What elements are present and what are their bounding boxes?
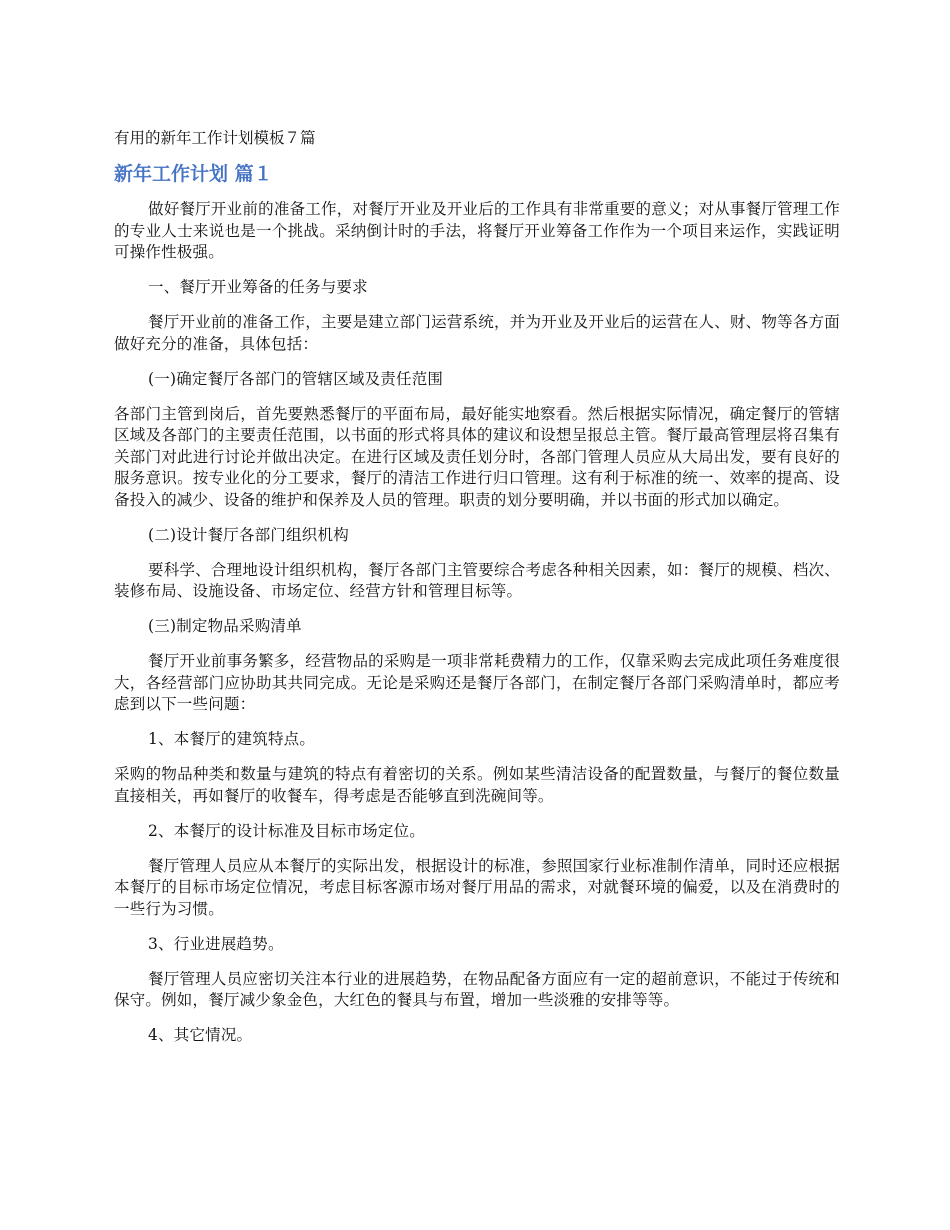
subheading-purchase-list: (三)制定物品采购清单 xyxy=(148,617,302,635)
subheading-area-responsibility: (一)确定餐厅各部门的管辖区域及责任范围 xyxy=(148,369,444,388)
paragraph-organization: 要科学、合理地设计组织机构，餐厅各部门主管要综合考虑各种相关因素，如：餐厅的规模、档次、装修布局、设施设备、市场定位、经营方针和管理目标等。 xyxy=(114,560,840,600)
paragraph-purchase-list: 餐厅开业前事务繁多，经营物品的采购是一项非常耗费精力的工作，仅靠采购去完成此项任务难度很大，各经营部门应协助其共同完成。无论是采购还是餐厅各部门，在制定餐厅各部门采购清单时，都应考虑到以下一些问题： xyxy=(114,652,840,713)
paragraph-design-standard: 餐厅管理人员应从本餐厅的实际出发，根据设计的标准，参照国家行业标准制作清单，同时还应根据本餐厅的目标市场定位情况，考虑目标客源市场对餐厅用品的需求，对就餐环境的偏爱，以及在消费时的一些行为习惯。 xyxy=(114,856,840,918)
paragraph-trend: 餐厅管理人员应密切关注本行业的进展趋势，在物品配备方面应有一定的超前意识，不能过于传统和保守。例如，餐厅减少象金色，大红色的餐具与布置，增加一些淡雅的安排等等。 xyxy=(114,969,840,1009)
subheading-organization: (二)设计餐厅各部门组织机构 xyxy=(148,525,349,544)
paragraph-preparation: 餐厅开业前的准备工作，主要是建立部门运营系统，并为开业及开业后的运营在人、财、物等各方面做好充分的准备，具体包括： xyxy=(114,313,840,353)
document-title: 有用的新年工作计划模板７篇 xyxy=(114,129,316,147)
list-item-building: 1、本餐厅的建筑特点。 xyxy=(148,730,316,748)
heading-task-requirements: 一、餐厅开业筹备的任务与要求 xyxy=(148,278,368,296)
list-item-other: 4、其它情况。 xyxy=(148,1026,253,1044)
list-item-design-standard: 2、本餐厅的设计标准及目标市场定位。 xyxy=(148,821,425,840)
paragraph-area-responsibility: 各部门主管到岗后，首先要熟悉餐厅的平面布局，最好能实地察看。然后根据实际情况，确定餐厅的管辖区域及各部门的主要责任范围，以书面的形式将具体的建议和设想呈报总主管。餐厅最高管理层将召集有关部门对此进行讨论并做出决定。在进行区域及责任划分时，各部门管理人员应从大局出发，要有良好的服务意识。按专业化的分工要求，餐厅的清洁工作进行归口管理。这有利于标准的统一、效率的提高、设备投入的减少、设备的维护和保养及人员的管理。职责的划分要明确，并以书面的形式加以确定。 xyxy=(114,404,840,509)
paragraph-building: 采购的物品种类和数量与建筑的特点有着密切的关系。例如某些清洁设备的配置数量，与餐厅的餐位数量直接相关，再如餐厅的收餐车，得考虑是否能够直到洗碗间等。 xyxy=(114,765,840,805)
document-page xyxy=(114,128,840,1060)
section-heading: 新年工作计划 篇１ xyxy=(114,163,273,185)
list-item-trend: 3、行业进展趋势。 xyxy=(148,934,284,953)
paragraph-intro: 做好餐厅开业前的准备工作，对餐厅开业及开业后的工作具有非常重要的意义；对从事餐厅管理工作的专业人士来说也是一个挑战。采纳倒计时的手法，将餐厅开业筹备工作作为一个项目来运作，实践证明可操作性极强。 xyxy=(114,200,840,261)
